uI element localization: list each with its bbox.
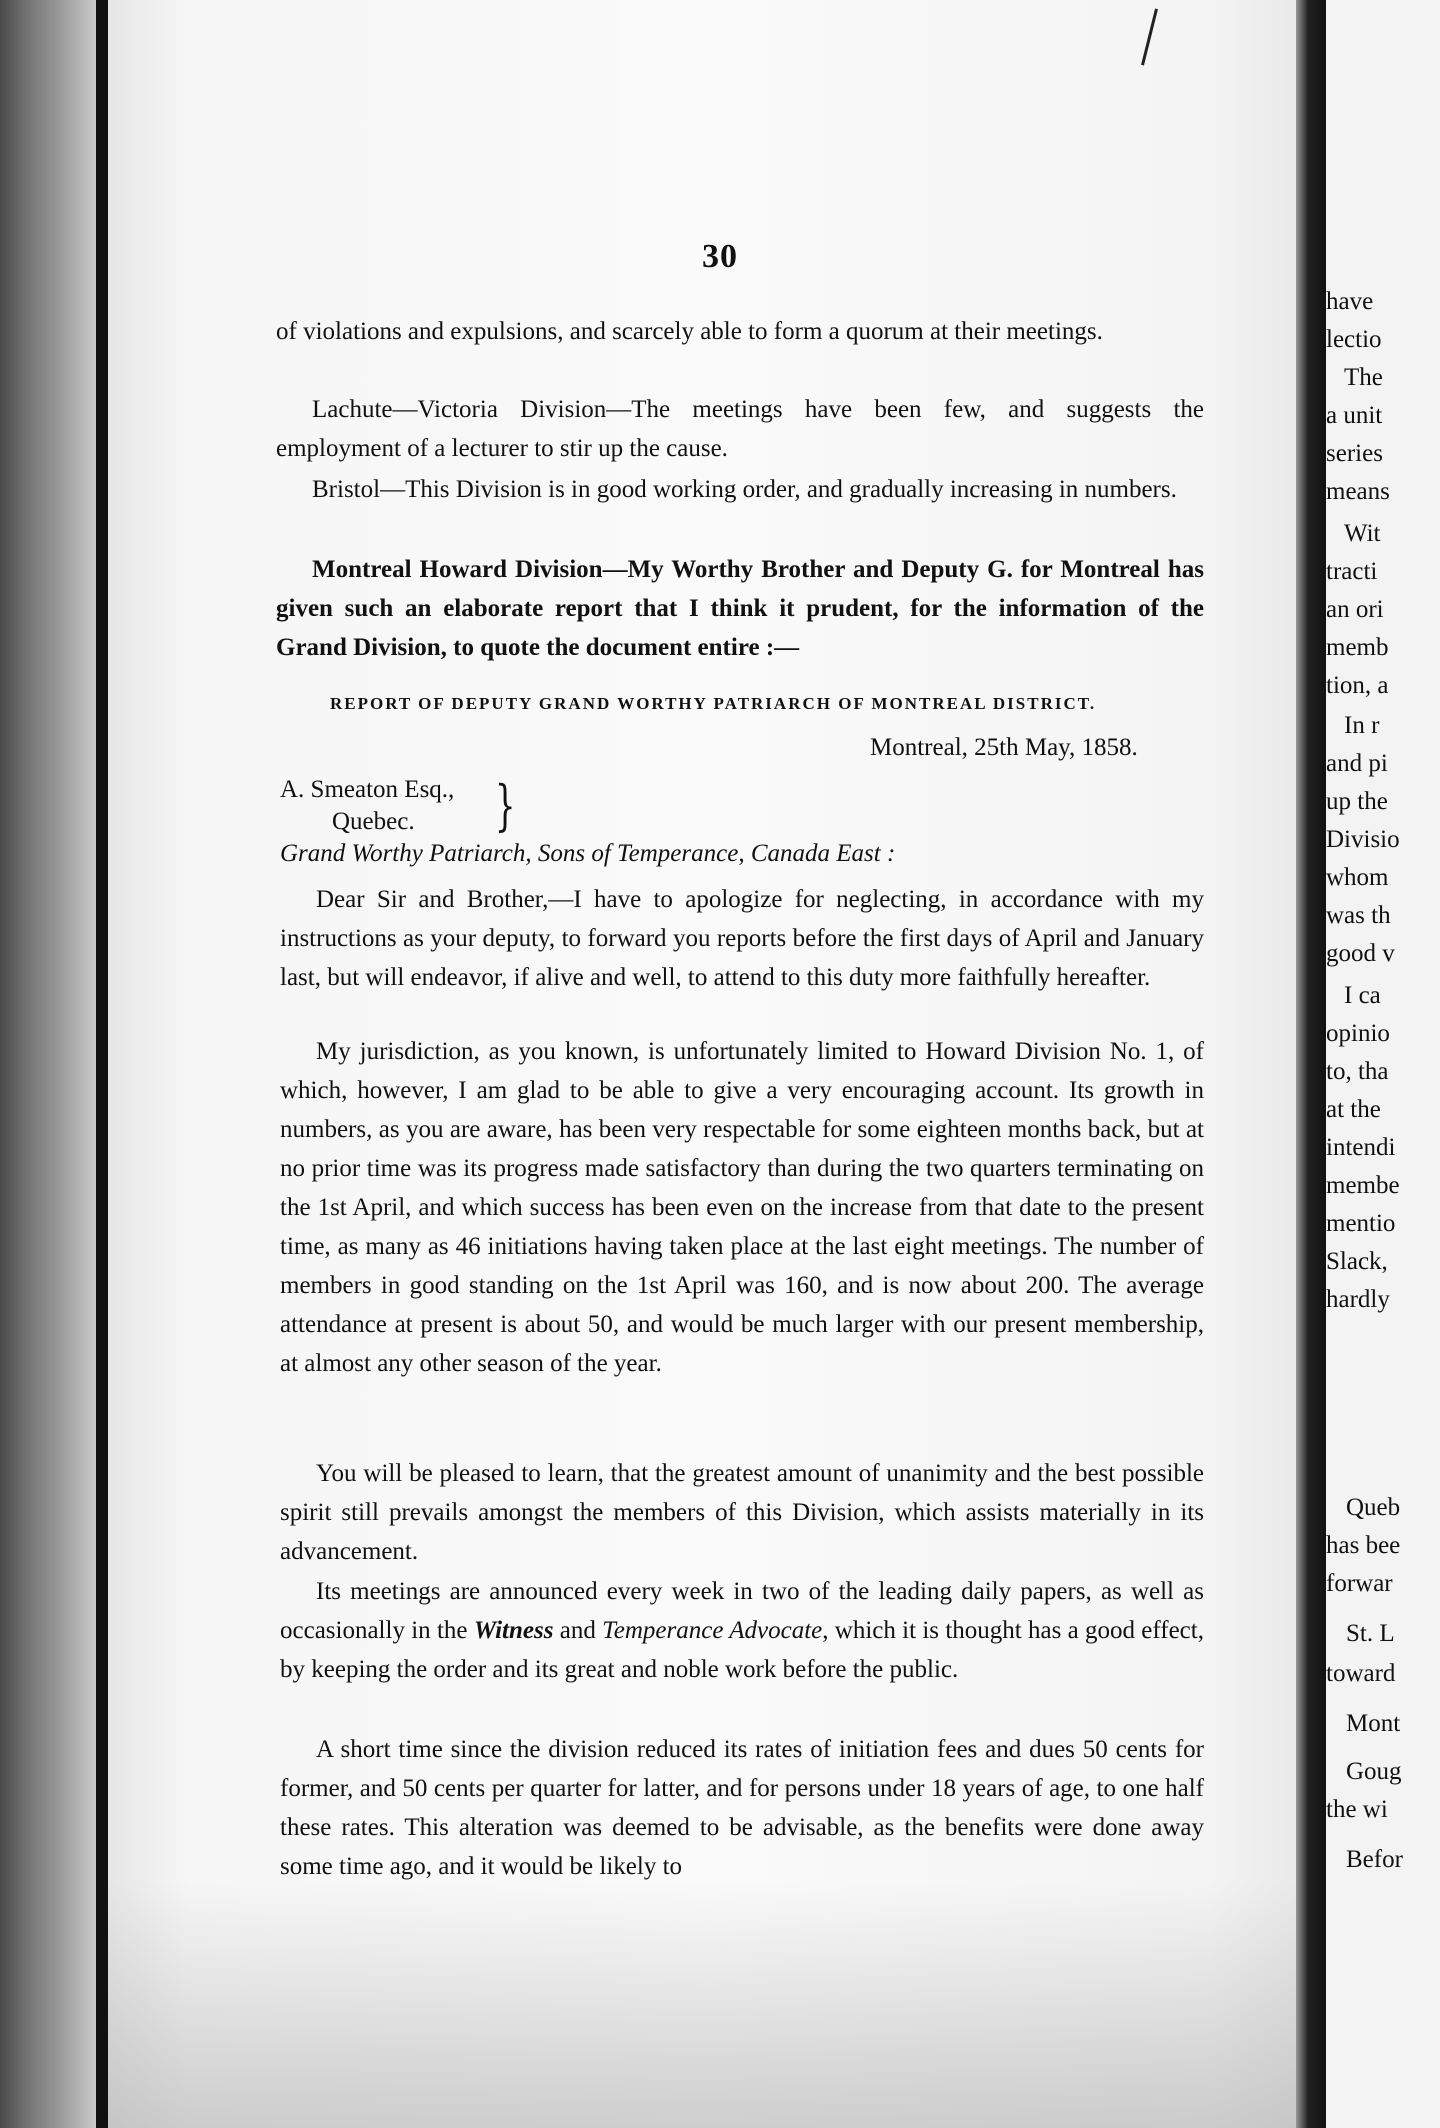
meetings-text: Its meetings are announced every week in two of the leading daily papers, as well as occasionally in the (280, 1578, 1204, 1644)
fragment-line: St. L (1346, 1620, 1395, 1647)
paragraph-lachute: Lachute—Victoria Division—The meetings have been few, and suggests the employment of a lecturer to stir up the cause. (276, 396, 1204, 462)
fragment-line: the wi (1326, 1796, 1388, 1823)
report-paragraph-apology: Dear Sir and Brother,—I have to apologize for neglecting, in accordance with my instructions as your deputy, to forward you reports before the first days of April and January last, but will endeavor, if alive and well, to attend to this duty more faithfully hereafter. (280, 886, 1204, 991)
fragment-line: up the (1326, 788, 1388, 815)
fragment-line: In r (1344, 712, 1380, 739)
fragment-line: a unit (1326, 402, 1383, 429)
addressee-title: Grand Worthy Patriarch, Sons of Temperance, Canada East : (280, 840, 896, 867)
paragraph-violations: of violations and expulsions, and scarcely able to form a quorum at their meetings. (276, 318, 1103, 345)
report-paragraph-meetings (280, 1572, 1204, 1689)
fragment-line: at the (1326, 1096, 1381, 1123)
paragraph-bristol: Bristol—This Division is in good working order, and gradually increasing in numbers. (312, 476, 1177, 503)
fragment-line: lectio (1326, 326, 1382, 353)
fragment-line: have (1326, 288, 1374, 315)
fragment-line: toward (1326, 1660, 1396, 1687)
fragment-line: Wit (1344, 520, 1381, 547)
fragment-line: to, tha (1326, 1058, 1389, 1085)
fragment-line: tion, a (1326, 672, 1389, 699)
fragment-line: Mont (1346, 1710, 1401, 1737)
fragment-line: Befor (1346, 1846, 1403, 1873)
report-paragraph-unanimity: You will be pleased to learn, that the greatest amount of unanimity and the best possible spirit still prevails amongst the members of this Division, which assists materially in its advancement. (280, 1460, 1204, 1565)
fragment-line: Goug (1346, 1758, 1402, 1785)
witness-title: Witness (473, 1617, 554, 1644)
book-gutter (1296, 0, 1326, 2128)
page-number: 30 (702, 238, 738, 275)
meetings-text-end: , which it is thought has a good effect, by keeping the order and its great and noble work before the public. (280, 1617, 1204, 1683)
fragment-line: series (1326, 440, 1383, 467)
addressee-place: Quebec. (332, 808, 415, 835)
addressee-block (280, 774, 454, 838)
report-paragraph-rates: A short time since the division reduced its rates of initiation fees and dues 50 cents for former, and 50 cents per quarter for latter, and for persons under 18 years of age, to one half these rates. This alteration was deemed to be advisable, as the benefits were done away some time ago, and it would be likely to (280, 1736, 1204, 1880)
fragment-line: tracti (1326, 558, 1378, 585)
fragment-line: mentio (1326, 1210, 1396, 1237)
adjacent-page-fragment (1326, 0, 1440, 2128)
meetings-text-and: and (553, 1617, 603, 1644)
fragment-line: means (1326, 478, 1390, 505)
fragment-line: Queb (1346, 1494, 1401, 1521)
addressee-name: A. Smeaton Esq., (280, 776, 455, 803)
fragment-line: intendi (1326, 1134, 1396, 1161)
fragment-line: good v (1326, 940, 1395, 967)
fragment-line: hardly (1326, 1286, 1390, 1313)
report-paragraph-jurisdiction: My jurisdiction, as you known, is unfortunately limited to Howard Division No. 1, of which, however, I am glad to be able to give a very encouraging account. Its growth in numbers, as you are aware, has been very respectable for some eighteen months back, but at no prior time was its progress made satisfactory than during the two quarters terminating on the 1st April, and which success has been even on the increase from that date to the present time, as many as 46 initiations having taken place at the last eight meetings. The number of members in good standing on the 1st April was 160, and is now about 200. The average attendance at present is about 50, and would be much larger with our present membership, at almost any other season of the year. (280, 1038, 1204, 1377)
fragment-line: membe (1326, 1172, 1400, 1199)
scan-left-margin (0, 0, 110, 2128)
fragment-line: has bee (1326, 1532, 1401, 1559)
fragment-line: The (1344, 364, 1383, 391)
fragment-line: was th (1326, 902, 1391, 929)
addressee-brace: } (494, 774, 516, 837)
report-dateline: Montreal, 25th May, 1858. (870, 734, 1138, 761)
fragment-line: Slack, (1326, 1248, 1388, 1275)
temperance-advocate-title: Temperance Advocate (602, 1617, 823, 1644)
page-bottom-shading (108, 1880, 1308, 2128)
fragment-line: Divisio (1326, 826, 1400, 853)
fragment-line: and pi (1326, 750, 1388, 777)
fragment-line: memb (1326, 634, 1389, 661)
fragment-line: whom (1326, 864, 1389, 891)
page-binding-edge (96, 0, 108, 2128)
paragraph-montreal-howard: Montreal Howard Division—My Worthy Brother and Deputy G. for Montreal has given such an elaborate report that I think it prudent, for the information of the Grand Division, to quote the document entire :— (276, 556, 1204, 661)
fragment-line: an ori (1326, 596, 1384, 623)
fragment-line: forwar (1326, 1570, 1393, 1597)
report-heading: REPORT OF DEPUTY GRAND WORTHY PATRIARCH OF MONTREAL DISTRICT. (330, 694, 1097, 713)
fragment-line: I ca (1344, 982, 1381, 1009)
fragment-line: opinio (1326, 1020, 1390, 1047)
